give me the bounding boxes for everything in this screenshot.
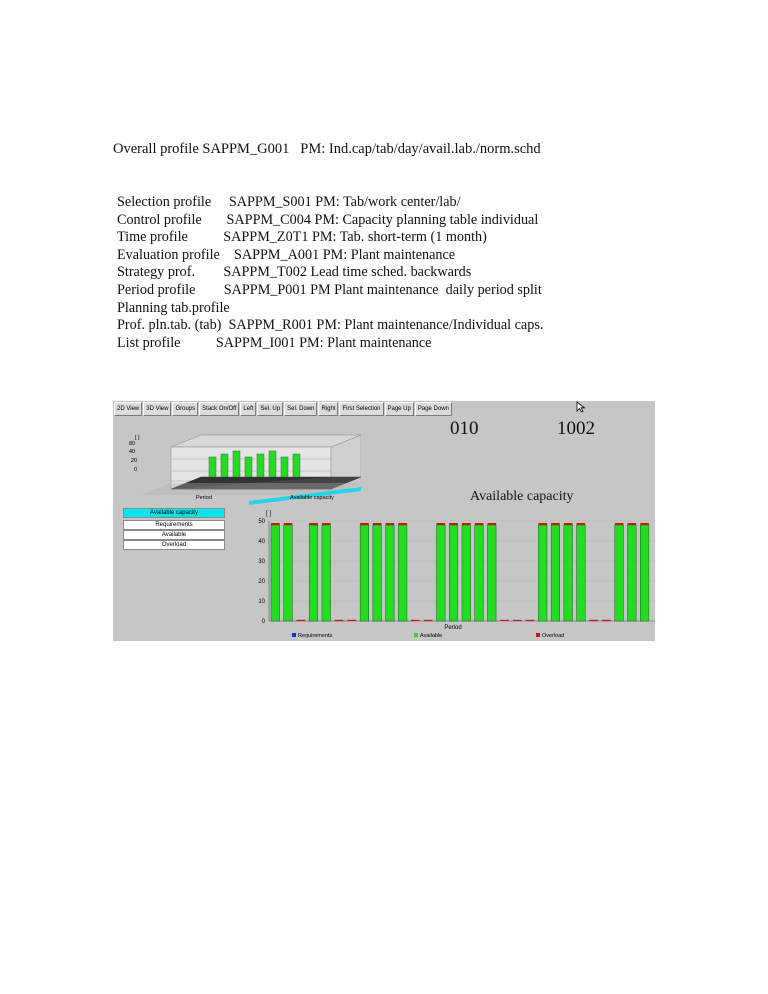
overload-bar <box>322 523 331 525</box>
overload-bar <box>513 620 522 621</box>
available-bar <box>449 525 458 621</box>
overload-bar <box>309 523 318 525</box>
overload-bar <box>640 523 649 525</box>
left-button[interactable]: Left <box>240 402 256 416</box>
overload-bar <box>437 523 446 525</box>
page-up-button[interactable]: Page Up <box>385 402 414 416</box>
profile-value: SAPPM_A001 PM: Plant maintenance <box>234 246 456 263</box>
overload-bar <box>487 523 496 525</box>
profile-label: Control profile <box>117 211 227 228</box>
legend-label: Overload <box>542 633 565 639</box>
overload-bar <box>335 620 344 621</box>
available-bar <box>462 525 471 621</box>
available-bar <box>487 525 496 621</box>
available-bar <box>564 525 573 621</box>
available-bar <box>551 525 560 621</box>
available-bar <box>577 525 586 621</box>
y-tick-label: 40 <box>258 539 265 545</box>
overload-bar <box>526 620 535 621</box>
profile-row <box>117 194 543 212</box>
overload-bar <box>296 620 305 621</box>
profile-row <box>117 212 543 230</box>
mini-bar <box>269 451 276 477</box>
chart-toolbar <box>113 401 452 416</box>
sel-up-button[interactable]: Sel. Up <box>257 402 283 416</box>
y-tick-label: 30 <box>258 559 265 565</box>
overload-bar <box>360 523 369 525</box>
available-bar <box>437 525 446 621</box>
profile-label: Selection profile <box>117 194 229 210</box>
available-bar <box>398 525 407 621</box>
series-item-available[interactable]: Available <box>123 530 225 540</box>
right-button[interactable]: Right <box>318 402 338 416</box>
available-bar <box>640 525 649 621</box>
profile-value: SAPPM_S001 PM: Tab/work center/lab/ <box>228 194 461 210</box>
mouse-cursor-icon <box>576 401 586 413</box>
profile-row <box>117 229 543 247</box>
profile-label: Planning tab.profile <box>117 299 230 316</box>
3d-view-button[interactable]: 3D View <box>143 402 171 416</box>
available-bar <box>271 525 280 621</box>
first-selection-button[interactable]: First Selection <box>339 402 383 416</box>
y-tick-label: 50 <box>258 519 265 525</box>
series-selector <box>123 508 225 550</box>
overload-bar <box>347 620 356 621</box>
mini-series-label: Available capacity <box>290 495 334 501</box>
available-bar <box>628 525 637 621</box>
profile-label: Time profile <box>117 229 224 246</box>
profile-value: SAPPM_Z0T1 PM: Tab. short-term (1 month) <box>223 229 487 246</box>
profile-label: Period profile <box>117 281 224 298</box>
mini-bar <box>293 454 300 477</box>
mini-bar <box>245 457 252 477</box>
profile-row <box>117 317 543 335</box>
mini-tick: 0 <box>134 467 138 473</box>
overload-bar <box>551 523 560 525</box>
available-bar <box>538 525 547 621</box>
overload-bar <box>564 523 573 525</box>
mini-tick: 20 <box>131 458 138 464</box>
overall-profile-line: Overall profile SAPPM_G001 PM: Ind.cap/tab/day/avail.lab./norm.schd <box>113 141 541 157</box>
2d-view-button[interactable]: 2D View <box>114 402 142 416</box>
profile-value: SAPPM_R001 PM: Plant maintenance/Individual caps. <box>228 317 544 334</box>
overload-bar <box>475 523 484 525</box>
legend-swatch <box>292 633 296 637</box>
profile-row <box>117 264 543 282</box>
series-item-requirements[interactable]: Requirements <box>123 520 225 530</box>
overload-bar <box>628 523 637 525</box>
available-bar <box>615 525 624 621</box>
mini-bar <box>233 451 240 477</box>
profile-value: SAPPM_I001 PM: Plant maintenance <box>215 334 432 351</box>
overload-bar <box>411 620 420 621</box>
profile-row <box>117 300 543 318</box>
overload-bar <box>424 620 433 621</box>
available-capacity-chart <box>253 507 655 641</box>
series-item-overload[interactable]: Overload <box>123 540 225 550</box>
legend-swatch <box>536 633 540 637</box>
overload-bar <box>589 620 598 621</box>
overload-bar <box>602 620 611 621</box>
overload-bar <box>500 620 509 621</box>
y-tick-label: 10 <box>258 599 265 605</box>
x-axis-label: Period <box>444 625 462 631</box>
mini-3d-chart <box>131 425 361 505</box>
overload-bar <box>398 523 407 525</box>
profile-row <box>117 335 543 353</box>
overload-bar <box>449 523 458 525</box>
chart-title: Available capacity <box>470 489 574 504</box>
available-bar <box>309 525 318 621</box>
mini-bar <box>281 457 288 477</box>
mini-tick: 40 <box>129 449 136 455</box>
page-down-button[interactable]: Page Down <box>415 402 452 416</box>
profile-label: Evaluation profile <box>117 246 235 263</box>
available-bar <box>386 525 395 621</box>
legend-label: Available <box>420 633 443 639</box>
profile-value: SAPPM_P001 PM Plant maintenance daily period split <box>223 281 542 298</box>
profile-row <box>117 282 543 300</box>
mini-bar <box>221 454 228 477</box>
overload-bar <box>284 523 293 525</box>
legend-label: Requirements <box>298 633 333 639</box>
capacity-planning-screenshot <box>113 401 655 641</box>
overload-bar <box>271 523 280 525</box>
plant-number: 1002 <box>557 418 595 439</box>
profile-label: List profile <box>117 334 216 351</box>
overload-bar <box>615 523 624 525</box>
profile-label: Strategy prof. <box>117 264 224 281</box>
stack-toggle-button[interactable]: Stack On/Off <box>199 402 239 416</box>
overload-bar <box>462 523 471 525</box>
selected-series-item[interactable]: Available capacity <box>123 508 225 518</box>
groups-button[interactable]: Groups <box>172 402 198 416</box>
profile-value: SAPPM_C004 PM: Capacity planning table individual <box>226 211 539 228</box>
y-tick-label: 20 <box>258 579 265 585</box>
sel-down-button[interactable]: Sel. Down <box>284 402 317 416</box>
available-bar <box>373 525 382 621</box>
y-tick-label: 0 <box>261 619 265 625</box>
profile-label: Prof. pln.tab. (tab) <box>117 317 229 334</box>
profile-list <box>117 194 543 352</box>
available-bar <box>284 525 293 621</box>
profile-value: SAPPM_T002 Lead time sched. backwards <box>223 264 472 281</box>
overload-bar <box>538 523 547 525</box>
mini-bar <box>257 454 264 477</box>
available-bar <box>360 525 369 621</box>
y-axis-label: [ ] <box>266 511 272 517</box>
available-bar <box>322 525 331 621</box>
mini-tick: 80 <box>129 441 136 447</box>
profile-row <box>117 247 543 265</box>
overload-bar <box>577 523 586 525</box>
overload-bar <box>373 523 382 525</box>
work-center-number: 010 <box>450 418 479 439</box>
available-bar <box>475 525 484 621</box>
legend-swatch <box>414 633 418 637</box>
mini-unit-label: [ ] <box>135 435 140 441</box>
mini-period-label: Period <box>196 495 212 501</box>
mini-bar <box>209 457 216 477</box>
overload-bar <box>386 523 395 525</box>
